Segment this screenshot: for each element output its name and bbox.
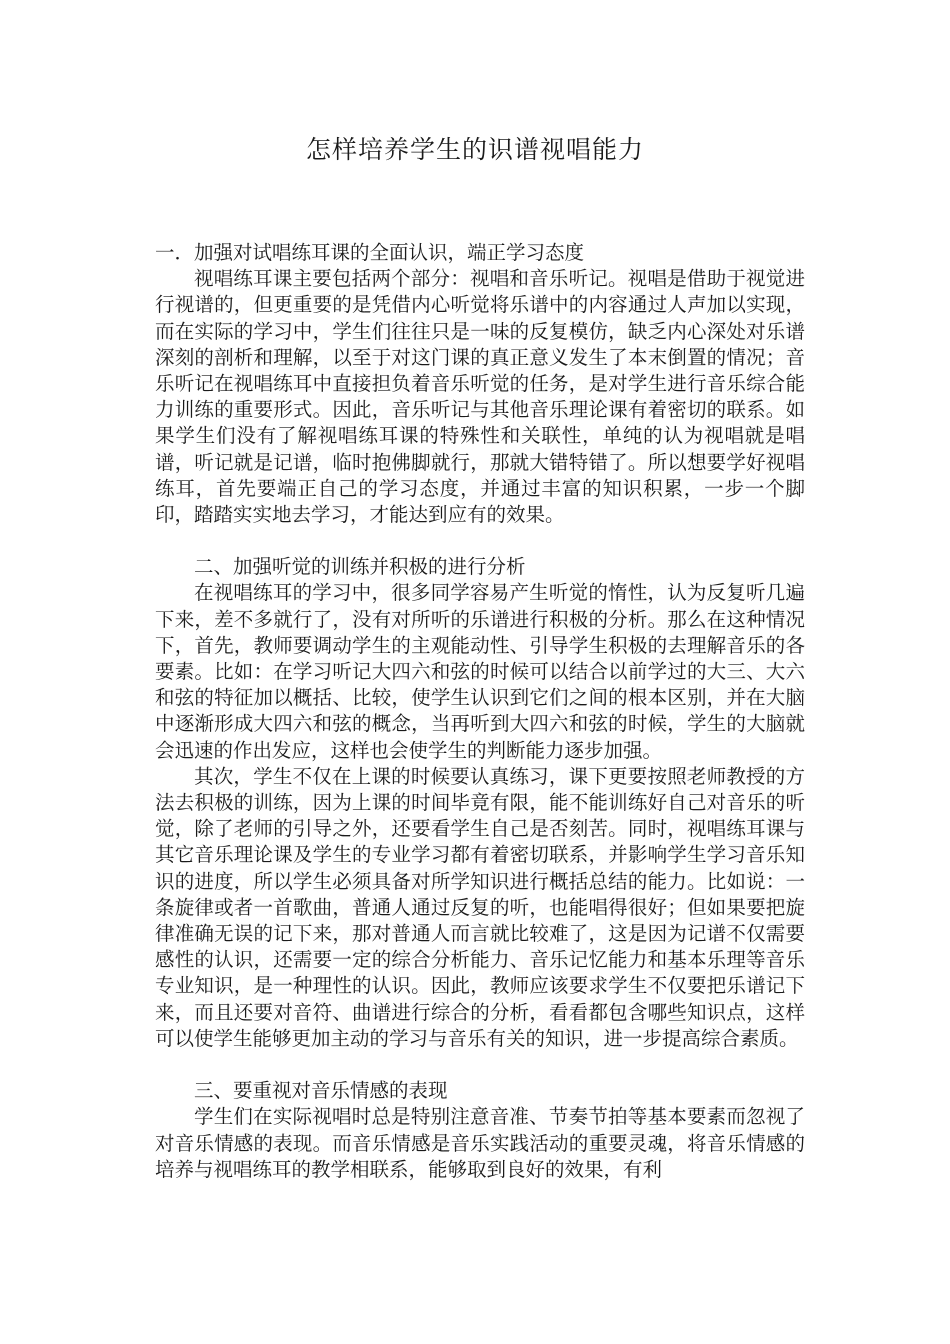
- document-title: 怎样培养学生的识谱视唱能力: [305, 135, 644, 164]
- section-heading-2: 二、加强听觉的训练并积极的进行分析: [194, 555, 526, 579]
- section-gap: [155, 528, 805, 554]
- section-heading-1: 一．加强对试唱练耳课的全面认识，端正学习态度: [155, 241, 585, 264]
- section-2-paragraph-2: 其次，学生不仅在上课的时候要认真练习，课下更要按照老师教授的方法去积极的训练，因为上课的时间毕竟有限，能不能训练好自己对音乐的听觉，除了老师的引导之外，还要看学生自己是否刻苦。同时，视唱练耳课与其它音乐理论课及学生的专业学习都有着密切联系，并影响学生学习音乐知识的进度，所以学生必须具备对所学知识进行概括总结的能力。比如说：一条旋律或者一首歌曲，普通人通过反复的听，也能唱得很好；但如果要把旋律准确无误的记下来，那对普通人而言就比较难了，这是因为记谱不仅需要感性的认识，还需要一定的综合分析能力、音乐记忆能力和基本乐理等音乐专业知识，是一种理性的认识。因此，教师应该要求学生不仅要把乐谱记下来，而且还要对音符、曲谱进行综合的分析，看看都包含哪些知识点，这样可以使学生能够更加主动的学习与音乐有关的知识，进一步提高综合素质。: [155, 764, 805, 1050]
- section-heading-3: 三、要重视对音乐情感的表现: [194, 1079, 448, 1103]
- section-2-paragraph-1: 在视唱练耳的学习中，很多同学容易产生听觉的惰性，认为反复听几遍下来，差不多就行了，没有对所听的乐谱进行积极的分析。那么在这种情况下，首先，教师要调动学生的主观能动性、引导学生积极的去理解音乐的各要素。比如：在学习听记大四六和弦的时候可以结合以前学过的大三、大六和弦的特征加以概括、比较，使学生认识到它们之间的根本区别，并在大脑中逐渐形成大四六和弦的概念，当再听到大四六和弦的时候，学生的大脑就会迅速的作出发应，这样也会使学生的判断能力逐步加强。: [155, 581, 805, 762]
- section-1-paragraph-1: 视唱练耳课主要包括两个部分：视唱和音乐听记。视唱是借助于视觉进行视谱的，但更重要的是凭借内心听觉将乐谱中的内容通过人声加以实现，而在实际的学习中，学生们往往只是一味的反复模仿，缺乏内心深处对乐谱深刻的剖析和理解，以至于对这门课的真正意义发生了本末倒置的情况；音乐听记在视唱练耳中直接担负着音乐听觉的任务，是对学生进行音乐综合能力训练的重要形式。因此，音乐听记与其他音乐理论课有着密切的联系。如果学生们没有了解视唱练耳课的特殊性和关联性，单纯的认为视唱就是唱谱，听记就是记谱，临时抱佛脚就行，那就大错特错了。所以想要学好视唱练耳，首先要端正自己的学习态度，并通过丰富的知识积累，一步一个脚印，踏踏实实地去学习，才能达到应有的效果。: [155, 267, 805, 527]
- section-3-paragraph-1: 学生们在实际视唱时总是特别注意音准、节奏节拍等基本要素而忽视了对音乐情感的表现。而音乐情感是音乐实践活动的重要灵魂，将音乐情感的培养与视唱练耳的教学相联系，能够取到良好的效果，有利: [155, 1105, 805, 1181]
- section-gap: [155, 1052, 805, 1078]
- document-body: [155, 240, 805, 1183]
